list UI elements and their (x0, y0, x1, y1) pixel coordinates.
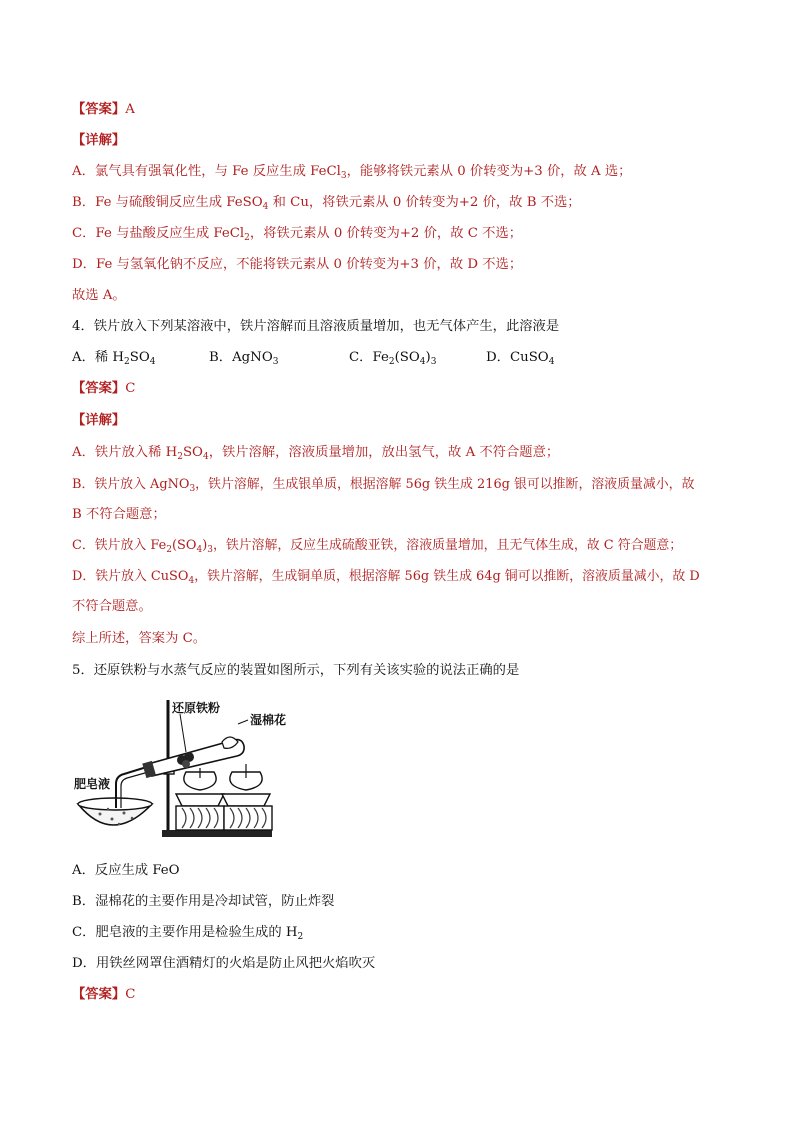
text: ，铁片溶解，反应生成硫酸亚铁，溶液质量增加，且无气体生成，故 C 符合题意； (212, 538, 683, 553)
subscript: 4 (149, 357, 156, 367)
q5-answer (72, 986, 135, 1004)
q4-detail-b (72, 476, 694, 498)
q5-option-c (72, 924, 303, 946)
q5-stem: 5．还原铁粉与水蒸气反应的装置如图所示，下列有关该实验的说法正确的是 (72, 663, 520, 678)
text: B．铁片放入 AgNO (72, 477, 190, 492)
wood-block-2 (224, 806, 272, 830)
leader-line (238, 720, 248, 724)
q4-detail-d (72, 568, 700, 590)
text: ，铁片溶解，溶液质量增加，放出氢气，故 A 不符合题意； (208, 445, 560, 460)
subscript: 2 (124, 357, 130, 367)
text: C．铁片放入 Fe (72, 538, 167, 553)
subscript: 2 (297, 932, 304, 942)
text: B．Fe 与硫酸铜反应生成 FeSO (72, 195, 263, 210)
q4-option-b (209, 349, 278, 371)
text: B．AgNO (209, 350, 273, 365)
text: ，将铁元素从 0 价转变为+2 价，故 C 不选； (249, 226, 523, 241)
alcohol-lamp-1 (176, 768, 224, 806)
q4-detail-a (72, 444, 559, 466)
answer-tag: 【答案】 (72, 987, 126, 1002)
alcohol-lamp-2 (222, 764, 270, 806)
q4-stem: 4．铁片放入下列某溶液中，铁片溶解而且溶液质量增加，也无气体产生，此溶液是 (72, 319, 560, 334)
text: ) (202, 538, 208, 553)
text: ，能够将铁元素从 0 价转变为+3 价，故 A 选； (346, 164, 632, 179)
q3-detail-d: D．Fe 与氢氧化钠不反应，不能将铁元素从 0 价转变为+3 价，故 D 不选； (72, 257, 523, 272)
q4-answer (72, 380, 135, 398)
label-iron-powder: 还原铁粉 (172, 701, 221, 715)
text: C．Fe (349, 350, 389, 365)
text: 和 Cu，将铁元素从 0 价转变为+2 价，故 B 不选； (268, 195, 581, 210)
wood-block-1 (176, 806, 224, 830)
subscript: 3 (340, 171, 347, 181)
q3-detail-b (72, 194, 581, 216)
text: A．氯气具有强氧化性，与 Fe 反应生成 FeCl (72, 164, 341, 179)
subscript: 3 (272, 357, 279, 367)
q3-detail-c (72, 225, 522, 247)
q4-option-a (72, 349, 156, 371)
text: ，铁片溶解，生成银单质，根据溶解 56g 铁生成 216g 银可以推断，溶液质量减小，故 (195, 477, 695, 492)
q4-detail-b-cont: B 不符合题意； (72, 507, 166, 522)
subscript: 4 (419, 357, 426, 367)
q5-option-b: B．湿棉花的主要作用是冷却试管，防止炸裂 (72, 894, 335, 909)
q4-option-d (486, 349, 554, 371)
text: (SO (172, 538, 197, 553)
stand-base (162, 830, 272, 837)
subscript: 2 (166, 545, 173, 555)
subscript: 3 (189, 484, 196, 494)
label-soap-solution: 肥皂液 (74, 777, 111, 791)
answer-value: C (125, 987, 136, 1002)
subscript: 4 (548, 357, 555, 367)
q3-detail-a (72, 163, 631, 185)
q4-detail-c (72, 537, 682, 559)
q4-detail-d-cont: 不符合题意。 (72, 599, 152, 614)
answer-tag: 【答案】 (72, 102, 126, 117)
text: ) (425, 350, 431, 365)
subscript: 4 (202, 452, 209, 462)
answer-value: C (125, 381, 136, 396)
q5-option-d: D．用铁丝网罩住酒精灯的火焰是防止风把火焰吹灭 (72, 956, 376, 971)
text: SO (129, 350, 150, 365)
text: A．铁片放入稀 H (72, 445, 178, 460)
subscript: 4 (188, 576, 195, 586)
subscript: 4 (262, 202, 269, 212)
apparatus-figure (72, 694, 312, 844)
text: C．肥皂液的主要作用是检验生成的 H (72, 925, 298, 940)
subscript: 2 (244, 233, 250, 243)
q3-conclusion: 故选 A。 (72, 288, 126, 303)
text: SO (182, 445, 203, 460)
text: D．CuSO (486, 350, 549, 365)
q4-option-c (349, 349, 436, 371)
q5-option-a: A．反应生成 FeO (72, 863, 180, 878)
text: D．铁片放入 CuSO (72, 569, 189, 584)
q3-answer (72, 101, 135, 119)
subscript: 3 (207, 545, 213, 555)
subscript: 2 (388, 357, 395, 367)
q3-detail-tag (72, 132, 125, 150)
text: ，铁片溶解，生成铜单质，根据溶解 56g 铁生成 64g 铜可以推断，溶液质量减小，故 D (194, 569, 700, 584)
subscript: 2 (177, 452, 183, 462)
answer-tag: 【答案】 (72, 381, 126, 396)
text: A．稀 H (72, 350, 125, 365)
detail-tag: 【详解】 (72, 413, 126, 428)
text: (SO (394, 350, 420, 365)
subscript: 3 (430, 357, 437, 367)
leader-line (180, 714, 186, 752)
subscript: 4 (196, 545, 203, 555)
answer-value: A (125, 102, 135, 117)
detail-tag: 【详解】 (72, 133, 126, 148)
label-wet-cotton: 湿棉花 (250, 713, 287, 727)
text: C．Fe 与盐酸反应生成 FeCl (72, 226, 245, 241)
q4-detail-tag (72, 412, 125, 430)
q4-conclusion: 综上所述，答案为 C。 (72, 631, 207, 646)
